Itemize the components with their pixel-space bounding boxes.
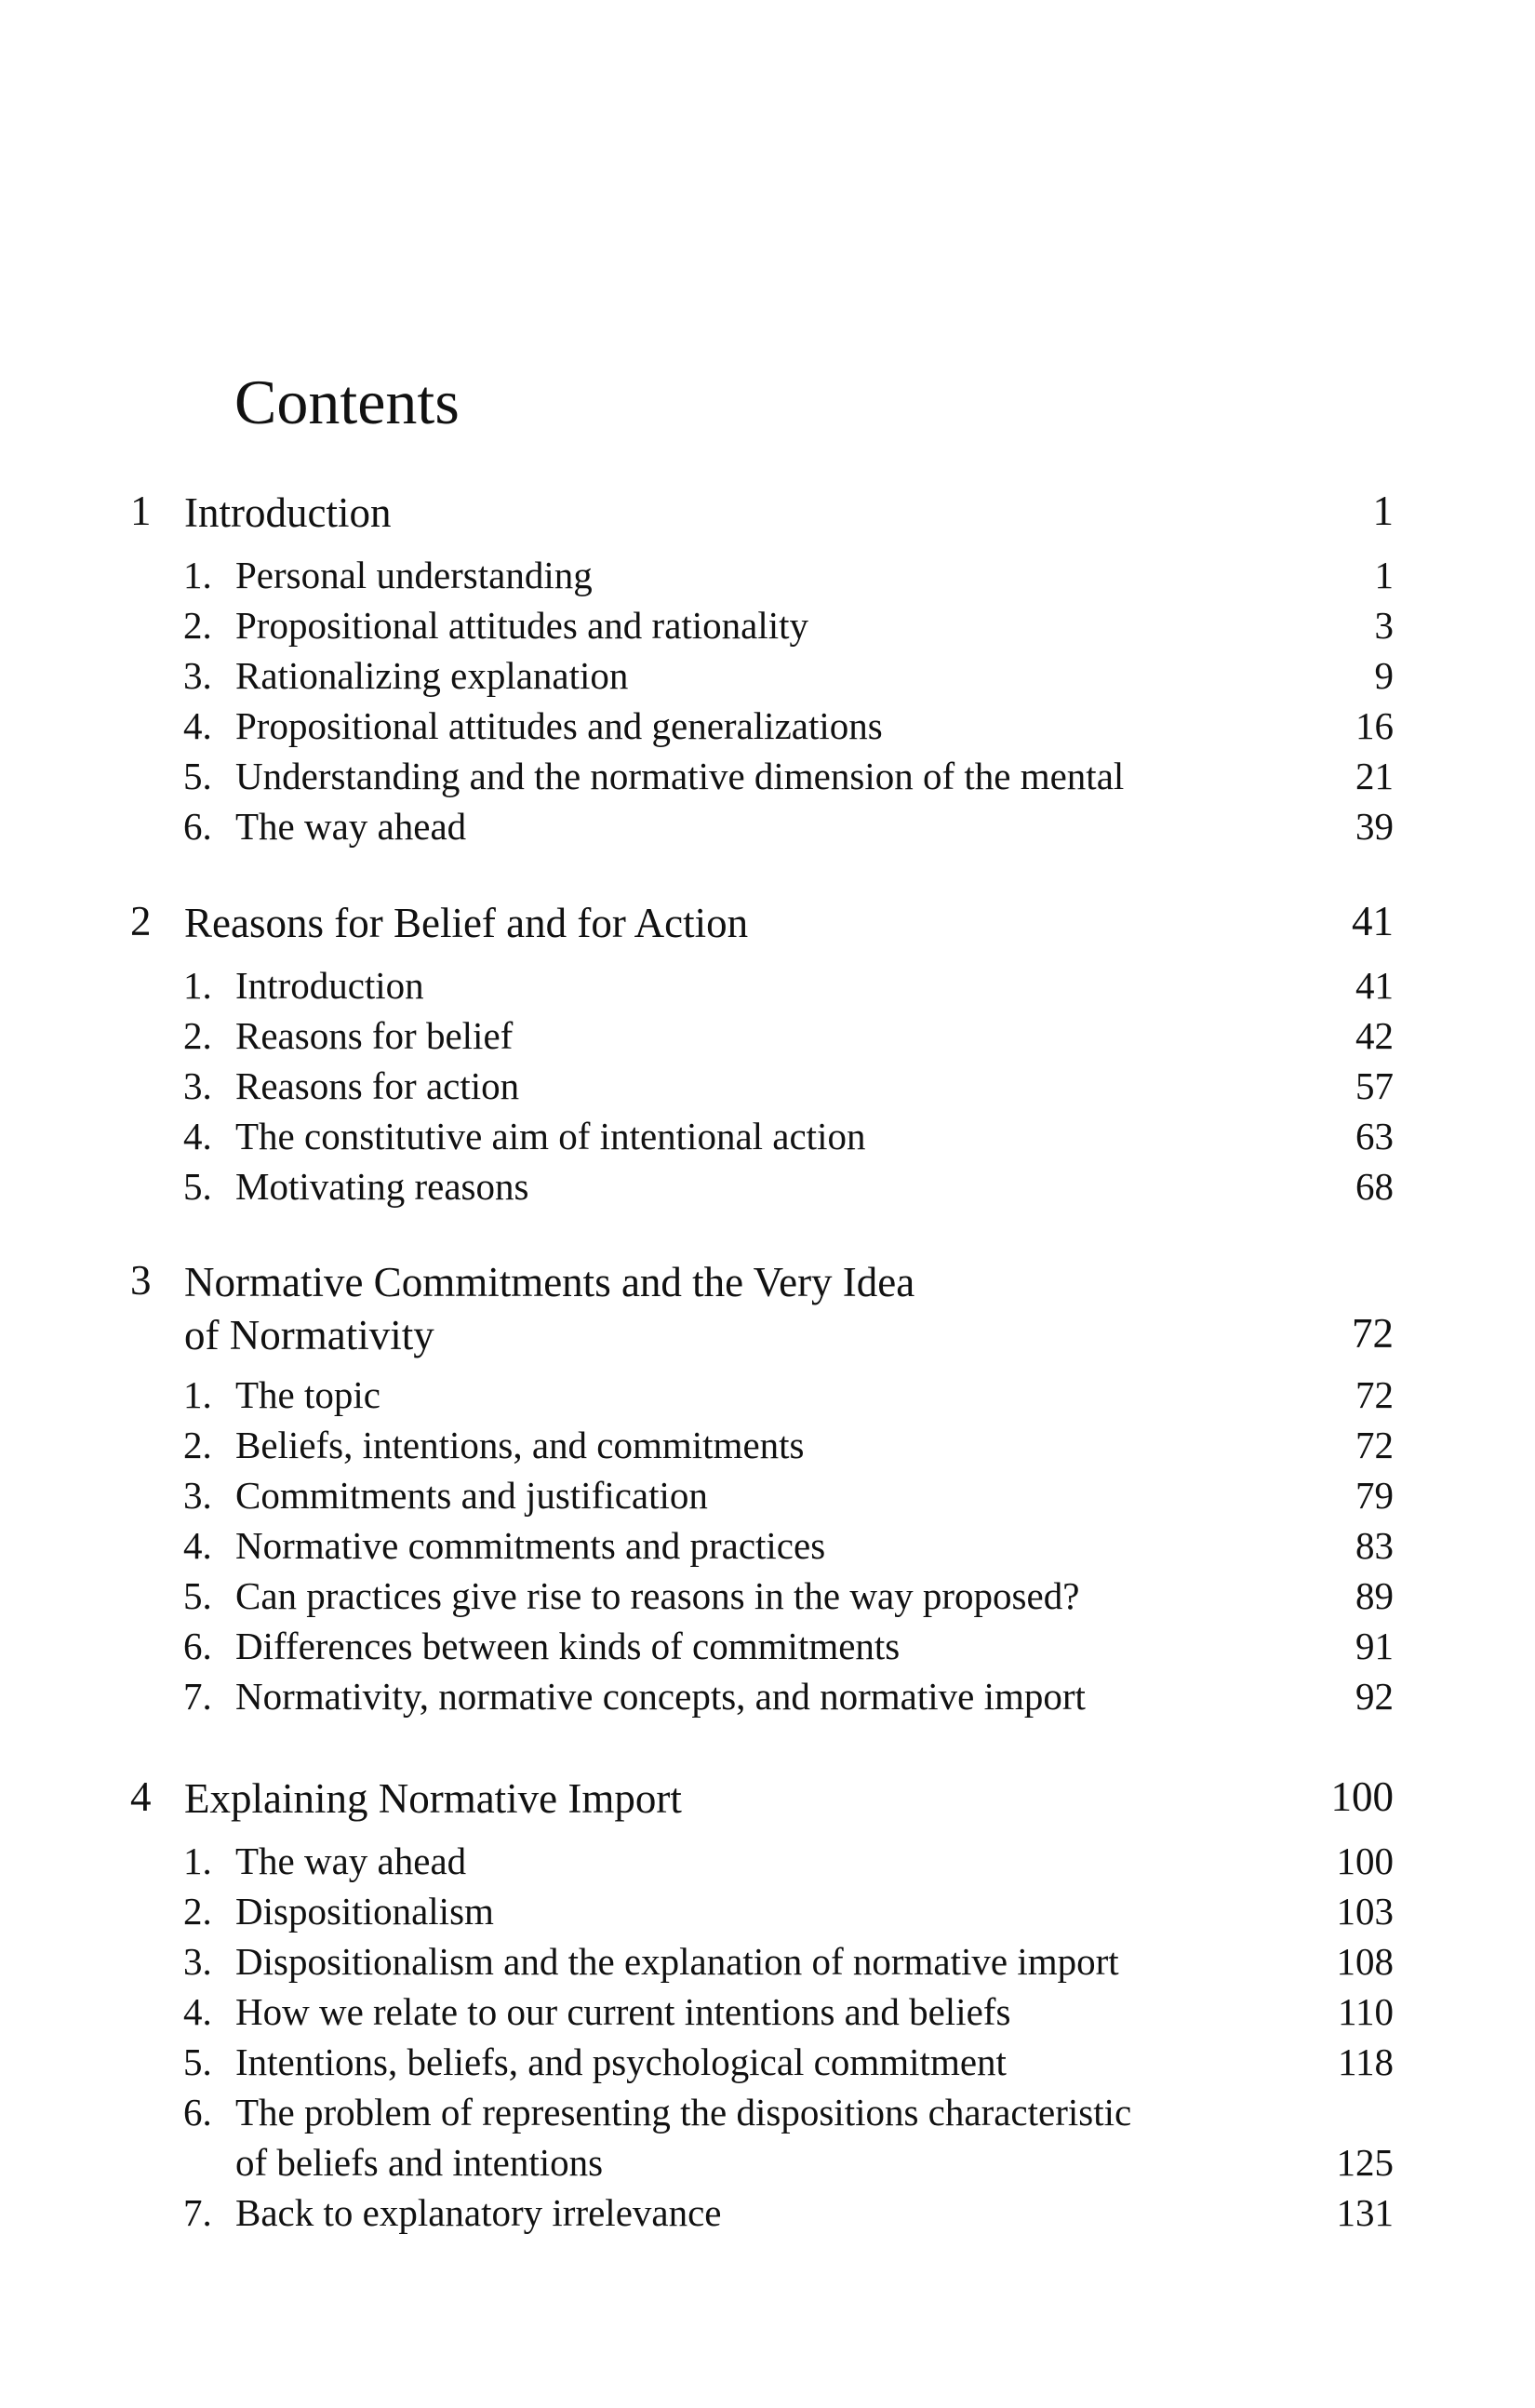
chapter-title (184, 1256, 1226, 1362)
section-title: Reasons for action (235, 1064, 520, 1107)
section-entry[interactable] (0, 1836, 1535, 1886)
section-page-number: 92 (1355, 1675, 1394, 1718)
section-page-number: 125 (1336, 2141, 1394, 2184)
section-list (0, 1836, 1535, 2238)
section-page-number: 16 (1355, 704, 1394, 747)
section-list (0, 960, 1535, 1211)
chapter-page-number: 41 (1352, 898, 1394, 944)
section-entry[interactable] (0, 1621, 1535, 1671)
section-number: 5. (183, 1165, 212, 1208)
page-title: Contents (234, 367, 460, 437)
section-title (235, 2087, 1259, 2187)
section-title: Differences between kinds of commitments (235, 1625, 901, 1667)
section-title: Dispositionalism (235, 1890, 494, 1933)
section-page-number: 79 (1355, 1474, 1394, 1517)
section-page-number: 42 (1355, 1014, 1394, 1057)
chapter-1 (0, 487, 1535, 851)
chapter-title-line-1: Normative Commitments and the Very Idea (184, 1259, 915, 1305)
section-title: The topic (235, 1373, 380, 1416)
section-entry[interactable] (0, 1370, 1535, 1420)
section-number: 4. (183, 704, 212, 747)
section-title: Introduction (235, 964, 424, 1007)
section-entry[interactable] (0, 1470, 1535, 1520)
section-title: Beliefs, intentions, and commitments (235, 1424, 805, 1466)
section-entry[interactable] (0, 1010, 1535, 1061)
section-entry[interactable] (0, 1520, 1535, 1571)
section-entry[interactable] (0, 1936, 1535, 1987)
section-title: Dispositionalism and the explanation of normative import (235, 1940, 1119, 1983)
section-list (0, 550, 1535, 851)
section-entry[interactable] (0, 701, 1535, 751)
section-number: 1. (183, 1839, 212, 1882)
section-page-number: 21 (1355, 755, 1394, 797)
section-title: The way ahead (235, 805, 467, 848)
section-page-number: 103 (1336, 1890, 1394, 1933)
chapter-2 (0, 897, 1535, 1211)
chapter-4 (0, 1773, 1535, 2238)
section-number: 5. (183, 1574, 212, 1617)
chapter-number: 3 (130, 1257, 152, 1304)
section-page-number: 57 (1355, 1064, 1394, 1107)
section-number: 6. (183, 1625, 212, 1667)
section-page-number: 131 (1336, 2191, 1394, 2234)
section-entry[interactable] (0, 1111, 1535, 1161)
section-entry[interactable] (0, 2187, 1535, 2238)
section-page-number: 3 (1374, 604, 1394, 647)
section-page-number: 91 (1355, 1625, 1394, 1667)
chapter-title: Explaining Normative Import (184, 1775, 682, 1822)
section-number: 3. (183, 654, 212, 697)
section-title: Can practices give rise to reasons in the way proposed? (235, 1574, 1080, 1617)
section-title: Normativity, normative concepts, and normative import (235, 1675, 1086, 1718)
section-number: 2. (183, 604, 212, 647)
section-number: 7. (183, 2191, 212, 2234)
section-title-line-2: of beliefs and intentions (235, 2141, 604, 2184)
section-list (0, 1370, 1535, 1721)
chapter-page-number: 1 (1372, 488, 1394, 534)
section-title: Commitments and justification (235, 1474, 708, 1517)
section-entry[interactable] (0, 1161, 1535, 1211)
section-entry[interactable] (0, 960, 1535, 1010)
section-number: 6. (183, 2091, 212, 2134)
section-page-number: 110 (1338, 1990, 1394, 2033)
section-entry[interactable] (0, 1420, 1535, 1470)
section-title: Normative commitments and practices (235, 1524, 826, 1567)
section-number: 1. (183, 1373, 212, 1416)
section-entry[interactable] (0, 1671, 1535, 1721)
section-title: How we relate to our current intentions and beliefs (235, 1990, 1011, 2033)
section-number: 2. (183, 1424, 212, 1466)
section-page-number: 1 (1374, 554, 1394, 596)
chapter-page-number: 100 (1330, 1773, 1394, 1820)
chapter-number: 4 (130, 1773, 152, 1820)
section-title: Propositional attitudes and generalizations (235, 704, 883, 747)
section-title: Back to explanatory irrelevance (235, 2191, 722, 2234)
chapter-page-number: 72 (1352, 1310, 1394, 1357)
section-entry[interactable] (0, 1571, 1535, 1621)
section-entry[interactable] (0, 2037, 1535, 2087)
section-number: 2. (183, 1890, 212, 1933)
chapter-title: Introduction (184, 489, 392, 536)
section-page-number: 9 (1374, 654, 1394, 697)
section-number: 1. (183, 554, 212, 596)
section-entry[interactable] (0, 2087, 1535, 2187)
section-page-number: 100 (1336, 1839, 1394, 1882)
section-title: Personal understanding (235, 554, 593, 596)
section-page-number: 83 (1355, 1524, 1394, 1567)
section-entry[interactable] (0, 1987, 1535, 2037)
section-page-number: 68 (1355, 1165, 1394, 1208)
section-entry[interactable] (0, 751, 1535, 801)
section-entry[interactable] (0, 1061, 1535, 1111)
section-entry[interactable] (0, 650, 1535, 701)
section-number: 4. (183, 1990, 212, 2033)
chapter-title-line-2: of Normativity (184, 1312, 434, 1358)
section-number: 3. (183, 1474, 212, 1517)
section-page-number: 89 (1355, 1574, 1394, 1617)
section-title: The way ahead (235, 1839, 467, 1882)
section-entry[interactable] (0, 550, 1535, 600)
section-number: 3. (183, 1940, 212, 1983)
section-entry[interactable] (0, 1886, 1535, 1936)
section-title: The constitutive aim of intentional action (235, 1115, 866, 1157)
section-title-line-1: The problem of representing the dispositions characteristic (235, 2091, 1132, 2134)
section-page-number: 108 (1336, 1940, 1394, 1983)
section-entry[interactable] (0, 600, 1535, 650)
section-title: Motivating reasons (235, 1165, 529, 1208)
section-number: 3. (183, 1064, 212, 1107)
section-number: 2. (183, 1014, 212, 1057)
section-page-number: 72 (1355, 1373, 1394, 1416)
section-number: 4. (183, 1524, 212, 1567)
chapter-title: Reasons for Belief and for Action (184, 900, 749, 946)
section-title: Understanding and the normative dimension of the mental (235, 755, 1125, 797)
section-entry[interactable] (0, 801, 1535, 851)
section-page-number: 63 (1355, 1115, 1394, 1157)
section-number: 5. (183, 755, 212, 797)
section-number: 4. (183, 1115, 212, 1157)
chapter-heading[interactable] (0, 1256, 1535, 1370)
section-title: Rationalizing explanation (235, 654, 629, 697)
chapter-number: 1 (130, 488, 152, 534)
section-number: 5. (183, 2040, 212, 2083)
chapter-heading[interactable] (0, 487, 1535, 550)
section-page-number: 41 (1355, 964, 1394, 1007)
section-title: Reasons for belief (235, 1014, 514, 1057)
section-number: 6. (183, 805, 212, 848)
section-title: Intentions, beliefs, and psychological commitment (235, 2040, 1007, 2083)
section-title: Propositional attitudes and rationality (235, 604, 809, 647)
section-page-number: 118 (1338, 2040, 1394, 2083)
section-number: 1. (183, 964, 212, 1007)
section-page-number: 39 (1355, 805, 1394, 848)
chapter-3 (0, 1256, 1535, 1721)
chapter-heading[interactable] (0, 897, 1535, 960)
chapter-heading[interactable] (0, 1773, 1535, 1836)
section-page-number: 72 (1355, 1424, 1394, 1466)
section-number: 7. (183, 1675, 212, 1718)
chapter-number: 2 (130, 898, 152, 944)
